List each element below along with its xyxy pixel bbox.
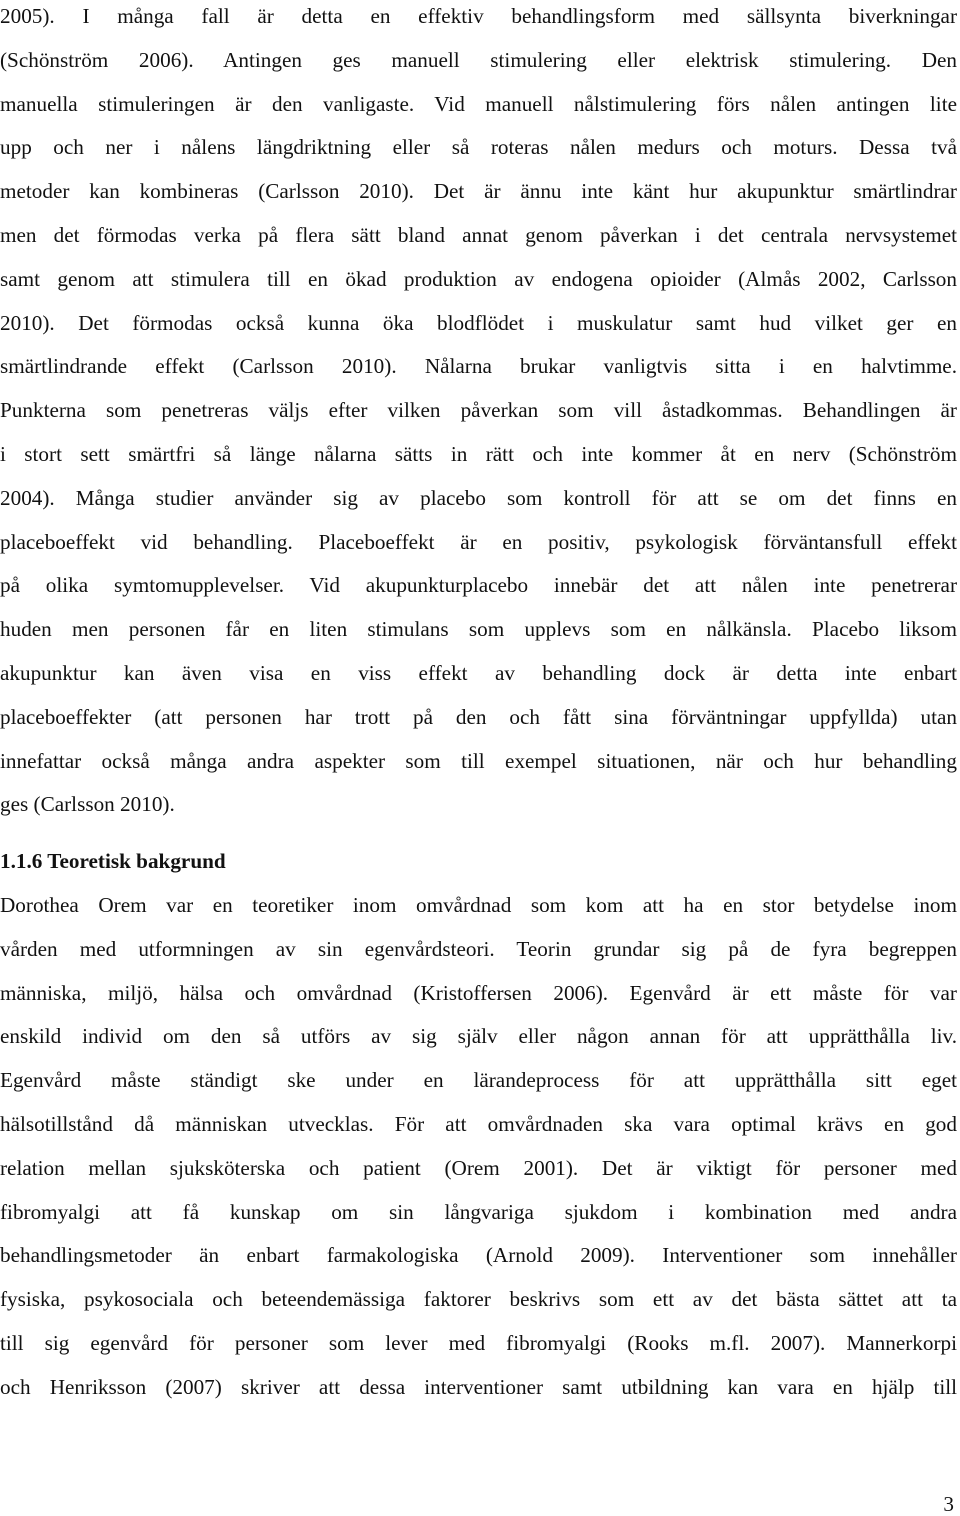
text-line: människa, miljö, hälsa och omvårdnad (Kristoffersen 2006). Egenvård är ett måste för var [0,980,957,1005]
text-line: enskild individ om den så utförs av sig själv eller någon annan för att upprätthålla liv. [0,1024,957,1049]
text-line: vården med utformningen av sin egenvårdsteori. Teorin grundar sig på de fyra begreppen [0,936,957,961]
text-line: manuella stimuleringen är den vanligaste. Vid manuell nålstimulering förs nålen antingen lite [0,91,957,116]
text-line-last: ges (Carlsson 2010). [0,792,175,817]
text-line: 2005). I många fall är detta en effektiv behandlingsform med sällsynta biverkningar [0,4,957,28]
text-line: placeboeffekter (att personen har trott på den och fått sina förväntningar uppfyllda) utan [0,704,957,729]
text-line: relation mellan sjuksköterska och patient (Orem 2001). Det är viktigt för personer med [0,1155,957,1180]
text-line: (Schönström 2006). Antingen ges manuell stimulering eller elektrisk stimulering. Den [0,47,957,72]
text-line: smärtlindrande effekt (Carlsson 2010). Nålarna brukar vanligtvis sitta i en halvtimme. [0,354,957,379]
text-line: i stort sett smärtfri så länge nålarna sätts in rätt och inte kommer åt en nerv (Schönström [0,441,957,466]
text-line: fibromyalgi att få kunskap om sin långvariga sjukdom i kombination med andra [0,1199,957,1224]
text-line: upp och ner i nålens längdriktning eller så roteras nålen medurs och moturs. Dessa två [0,135,957,160]
section-heading: 1.1.6 Teoretisk bakgrund [0,849,226,873]
text-line: behandlingsmetoder än enbart farmakologiska (Arnold 2009). Interventioner som innehåller [0,1243,957,1268]
text-line: 2004). Många studier använder sig av placebo som kontroll för att se om det finns en [0,485,957,510]
text-line: placeboeffekt vid behandling. Placeboeffekt är en positiv, psykologisk förväntansfull effekt [0,529,957,554]
text-line: innefattar också många andra aspekter som till exempel situationen, när och hur behandling [0,748,957,773]
text-line: akupunktur kan även visa en viss effekt av behandling dock är detta inte enbart [0,660,957,685]
text-line: huden men personen får en liten stimulans som upplevs som en nålkänsla. Placebo liksom [0,617,957,642]
text-line: Egenvård måste ständigt ske under en lärandeprocess för att upprätthålla sitt eget [0,1068,957,1093]
text-line: och Henriksson (2007) skriver att dessa interventioner samt utbildning kan vara en hjälp till [0,1374,957,1399]
text-line: till sig egenvård för personer som lever med fibromyalgi (Rooks m.fl. 2007). Mannerkorpi [0,1330,957,1355]
paragraph-theory [0,884,957,1410]
text-line: metoder kan kombineras (Carlsson 2010). Det är ännu inte känt hur akupunktur smärtlindrar [0,179,957,204]
text-line: Dorothea Orem var en teoretiker inom omvårdnad som kom att ha en stor betydelse inom [0,893,957,917]
text-line: på olika symtomupplevelser. Vid akupunkturplacebo innebär det att nålen inte penetrerar [0,573,957,598]
text-line: Punkterna som penetreras väljs efter vilken påverkan som vill åstadkommas. Behandlingen är [0,398,957,423]
text-line: 2010). Det förmodas också kunna öka blodflödet i muskulatur samt hud vilket ger en [0,310,957,335]
text-line: fysiska, psykosociala och beteendemässiga faktorer beskrivs som ett av det bästa sättet att ta [0,1287,957,1312]
text-line: men det förmodas verka på flera sätt bland annat genom påverkan i det centrala nervsystemet [0,222,957,247]
text-line: samt genom att stimulera till en ökad produktion av endogena opioider (Almås 2002, Carlsson [0,266,957,291]
page-number: 3 [943,1492,954,1516]
text-line: hälsotillstånd då människan utvecklas. För att omvårdnaden ska vara optimal krävs en god [0,1111,957,1136]
